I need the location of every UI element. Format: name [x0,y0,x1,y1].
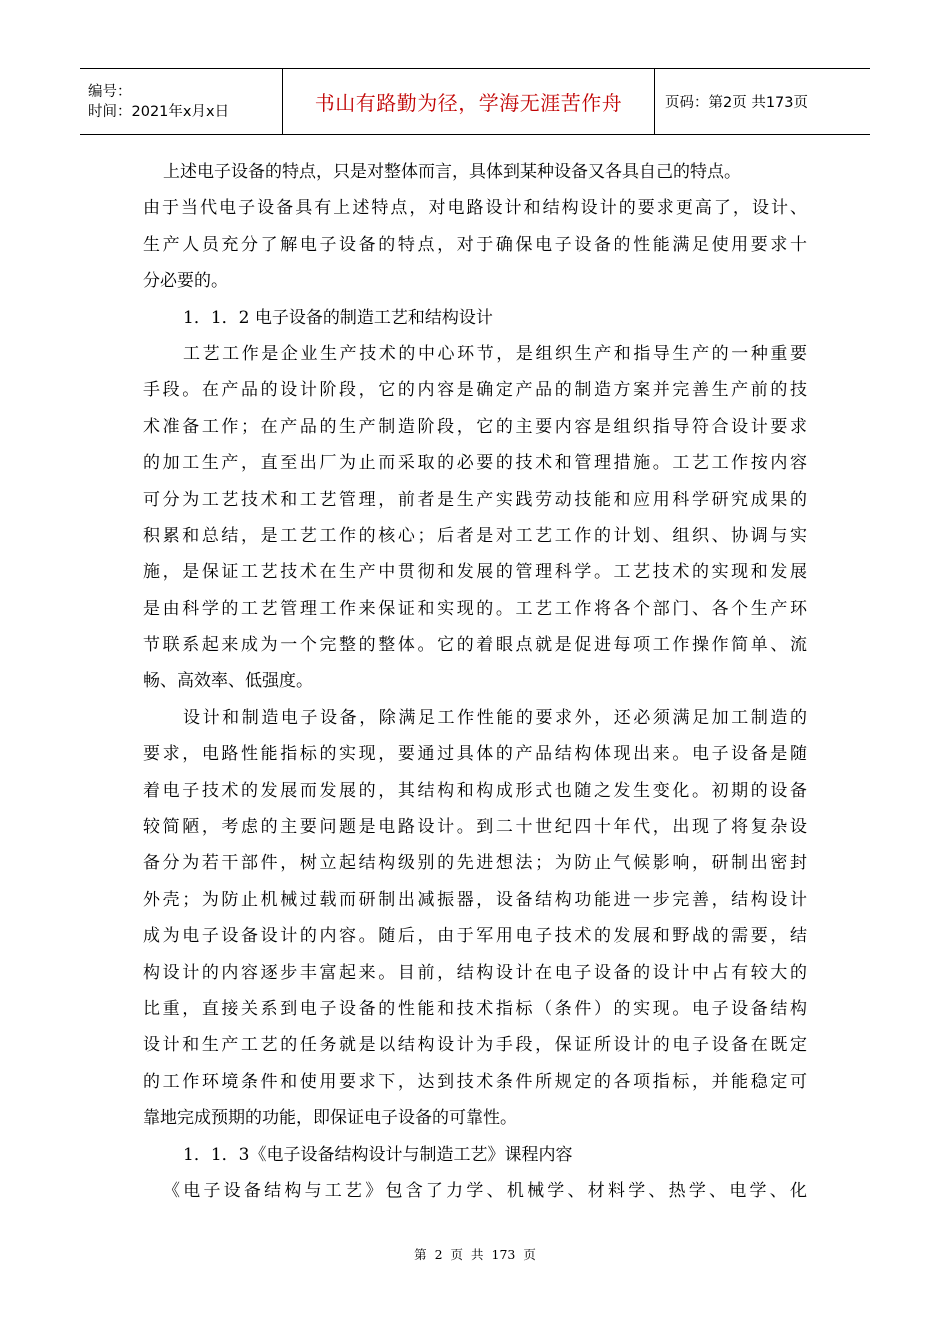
body-line: 手段。在产品的设计阶段，它的内容是确定产品的制造方案并完善生产前的技 [143,380,807,401]
body-line: 的加工生产，直至出厂为止而采取的必要的技术和管理措施。工艺工作按内容 [143,453,807,474]
body-line: 生产人员充分了解电子设备的特点，对于确保电子设备的性能满足使用要求十 [143,234,807,255]
body-line: 构设计的内容逐步丰富起来。目前，结构设计在电子设备的设计中占有较大的 [143,962,807,983]
motto-text: 书山有路勤为径，学海无涯苦作舟 [314,91,623,115]
footer-page-number: 第 2 页 共 173 页 [414,1247,536,1262]
body-line: 施，是保证工艺技术在生产中贯彻和发展的管理科学。工艺技术的实现和发展 [143,562,807,583]
body-line: 设计和生产工艺的任务就是以结构设计为手段，保证所设计的电子设备在既定 [143,1035,807,1056]
body-line: 由于当代电子设备具有上述特点，对电路设计和结构设计的要求更高了，设计、 [143,198,807,219]
body-line: 外壳；为防止机械过载而研制出减振器，设备结构功能进一步完善，结构设计 [143,889,807,910]
body-line: 成为电子设备设计的内容。随后，由于军用电子技术的发展和野战的需要，结 [143,926,807,947]
body-line: 术准备工作；在产品的生产制造阶段，它的主要内容是组织指导符合设计要求 [143,416,807,437]
header-motto [283,69,655,134]
body-line: 的工作环境条件和使用要求下，达到技术条件所规定的各项指标，并能稳定可 [143,1071,807,1092]
document-date-label: 时间：2021年x月x日 [88,103,230,120]
body-line: 着电子技术的发展而发展的，其结构和构成形式也随之发生变化。初期的设备 [143,780,807,801]
body-line: 《电子设备结构与工艺》包含了力学、机械学、材料学、热学、电学、化 [163,1180,807,1201]
document-body [143,154,807,1209]
document-number-label: 编号： [88,83,132,100]
header-page-code [655,69,870,134]
section-heading: 1．1．2 电子设备的制造工艺和结构设计 [183,307,493,328]
page-header [80,68,870,135]
page-code-text: 页码：第2页 共173页 [665,95,809,111]
body-line: 可分为工艺技术和工艺管理，前者是生产实践劳动技能和应用科学研究成果的 [143,489,807,510]
header-meta [80,69,283,134]
body-line: 较简陋，考虑的主要问题是电路设计。到二十世纪四十年代，出现了将复杂设 [143,817,807,838]
body-line: 比重，直接关系到电子设备的性能和技术指标（条件）的实现。电子设备结构 [143,998,807,1019]
section-heading: 1．1．3《电子设备结构设计与制造工艺》课程内容 [183,1144,573,1165]
body-line: 是由科学的工艺管理工作来保证和实现的。工艺工作将各个部门、各个生产环 [143,598,807,619]
body-line: 要求，电路性能指标的实现，要通过具体的产品结构体现出来。电子设备是随 [143,744,807,765]
body-line: 备分为若干部件，树立起结构级别的先进想法；为防止气候影响，研制出密封 [143,853,807,874]
body-line: 靠地完成预期的功能，即保证电子设备的可靠性。 [143,1108,517,1129]
body-line: 工艺工作是企业生产技术的中心环节，是组织生产和指导生产的一种重要 [183,343,807,364]
body-line: 设计和制造电子设备，除满足工作性能的要求外，还必须满足加工制造的 [183,707,807,728]
body-line: 积累和总结，是工艺工作的核心；后者是对工艺工作的计划、组织、协调与实 [143,525,807,546]
body-line: 上述电子设备的特点，只是对整体而言，具体到某种设备又各具自己的特点。 [163,162,741,182]
page-footer [0,1245,950,1263]
body-line: 畅、高效率、低强度。 [143,671,313,692]
body-line: 分必要的。 [143,271,228,292]
body-line: 节联系起来成为一个完整的整体。它的着眼点就是促进每项工作操作简单、流 [143,635,807,656]
